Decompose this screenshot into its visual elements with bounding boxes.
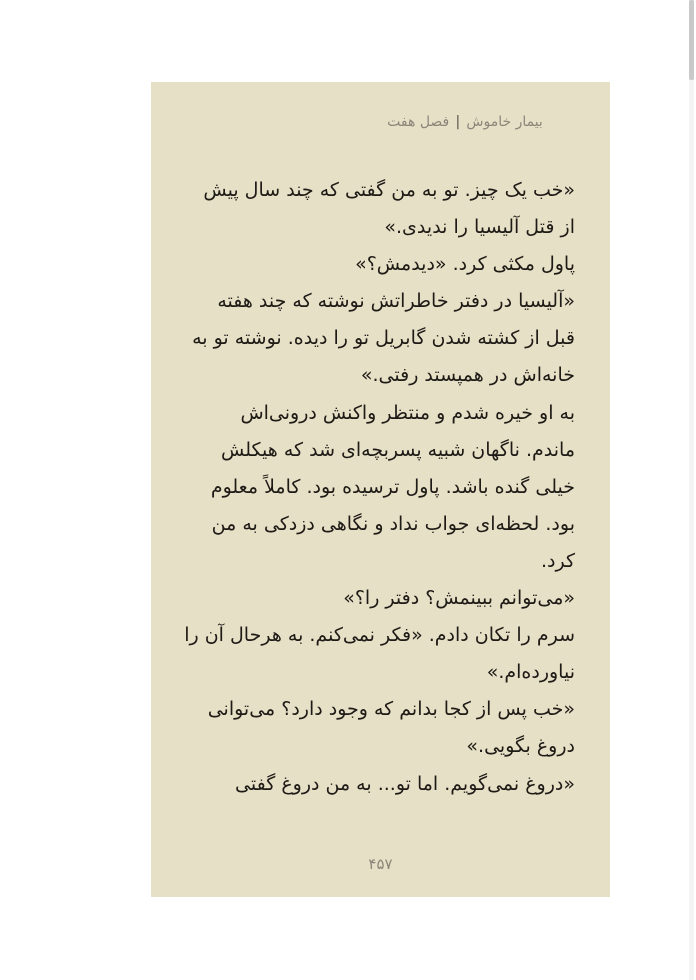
text-line: «خب یک چیز. تو به من گفتی که چند سال پیش [203,179,575,201]
body-text [184,172,575,803]
book-title: بیمار خاموش [466,114,543,130]
text-line: خانه‌اش در همپستد رفتی.» [360,364,575,387]
text-line: «خب پس از کجا بدانم که وجود دارد؟ می‌توانی [207,698,575,721]
text-line: «می‌توانم ببینمش؟ دفتر را؟» [343,587,575,610]
text-line: کرد. [540,549,575,572]
text-line: از قتل آلیسیا را ندیدی.» [384,216,575,239]
text-line: خیلی گنده باشد. پاول ترسیده بود. کاملاً معلوم [210,475,575,498]
text-line: سرم را تکان دادم. «فکر نمی‌کنم. به هرحال آن را [184,624,575,647]
text-line: پاول مکثی کرد. «دیدمش؟» [355,253,575,276]
text-line: «دروغ نمی‌گویم. اما تو... به من دروغ گفتی [235,772,575,795]
text-line: بود. لحظه‌ای جواب نداد و نگاهی دزدکی به من [211,512,575,535]
running-header [320,114,610,130]
text-line: دروغ بگویی.» [466,735,575,758]
text-line: به او خیره شدم و منتظر واکنش درونی‌اش [240,401,575,424]
page-number: ۴۵۷ [368,855,393,873]
book-page [151,82,610,897]
scrollbar-track[interactable] [689,0,694,980]
chapter-title: فصل هفت [387,114,450,130]
header-separator: | [455,114,461,130]
scrollbar-thumb[interactable] [689,0,694,80]
text-line: قبل از کشته شدن گابریل تو را دیده. نوشته تو به [192,327,575,350]
text-line: نیاورده‌ام.» [486,661,575,684]
text-line: ماندم. ناگهان شبیه پسربچه‌ای شد که هیکلش [221,438,575,461]
text-line: «آلیسیا در دفتر خاطراتش نوشته که چند هفته [217,290,575,313]
